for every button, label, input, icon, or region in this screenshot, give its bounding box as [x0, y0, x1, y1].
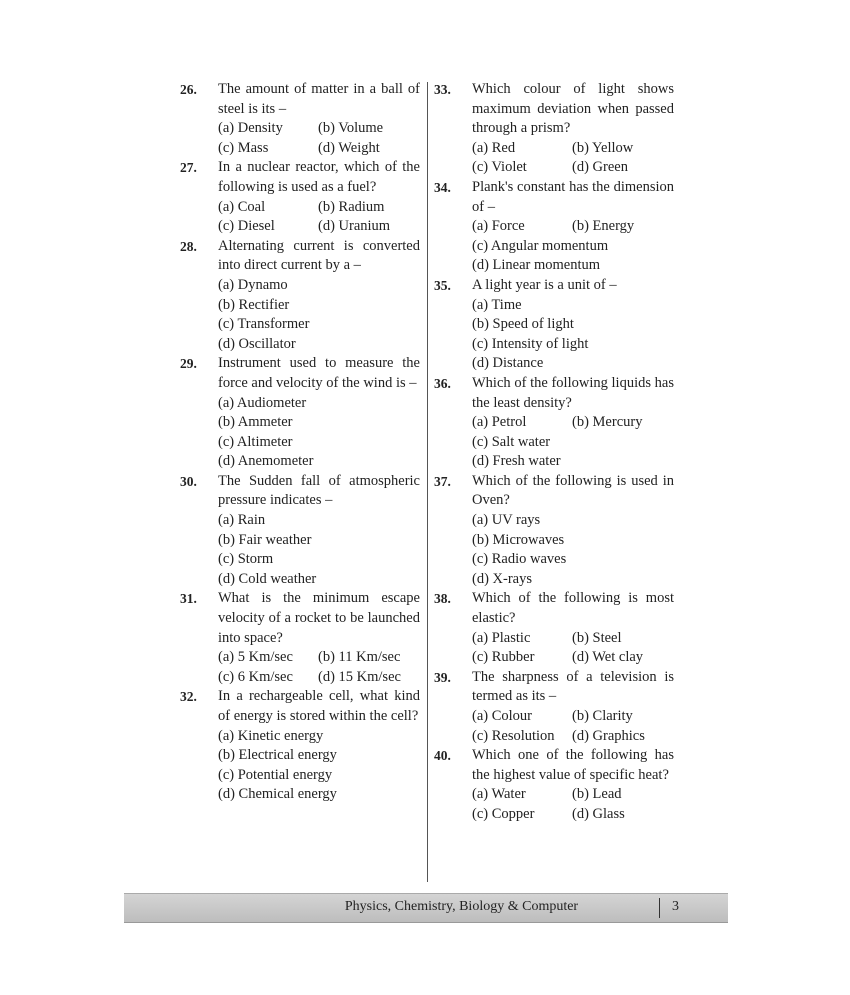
- question-number: 33.: [434, 82, 451, 97]
- footer-separator: [659, 898, 660, 918]
- question-item: [434, 374, 674, 472]
- option-row: [218, 296, 420, 316]
- question-text: The amount of matter in a ball of steel is its –: [218, 81, 420, 117]
- answer-option: (b) Radium: [318, 198, 385, 215]
- option-row: [472, 433, 674, 453]
- option-row: [472, 570, 674, 590]
- answer-option: (c) Diesel: [218, 218, 275, 235]
- question-text: A light year is a unit of –: [472, 276, 617, 293]
- question-item: [434, 472, 674, 590]
- question-number: 36.: [434, 375, 451, 391]
- option-row: [218, 668, 420, 688]
- answer-option: (b) Speed of light: [472, 316, 574, 333]
- option-row: [472, 256, 674, 276]
- option-row: [472, 511, 674, 531]
- page-footer: [124, 893, 728, 923]
- answer-option: (a) UV rays: [472, 512, 541, 529]
- question-item: [180, 354, 420, 472]
- option-row: [472, 335, 674, 355]
- answer-option: (d) Chemical energy: [218, 786, 337, 803]
- option-row: [218, 511, 420, 531]
- option-row: [218, 766, 420, 786]
- answer-option: (b) Fair weather: [218, 531, 312, 548]
- question-number: 35.: [434, 277, 451, 293]
- question-item: [434, 276, 674, 374]
- option-row: [472, 550, 674, 570]
- question-number: 27.: [180, 160, 197, 176]
- option-row: [218, 727, 420, 747]
- answer-option: (b) Steel: [572, 629, 622, 646]
- option-row: [218, 119, 420, 139]
- question-item: [180, 80, 420, 158]
- answer-option: (d) Uranium: [318, 218, 391, 235]
- footer-subject: Physics, Chemistry, Biology & Computer: [344, 899, 579, 914]
- option-row: [218, 394, 420, 414]
- option-row: [472, 629, 674, 649]
- option-row: [472, 805, 674, 825]
- option-row: [472, 707, 674, 727]
- question-text: The Sudden fall of atmospheric pressure indicates –: [218, 472, 420, 509]
- answer-option: (c) Storm: [218, 551, 274, 568]
- answer-option: (d) Anemometer: [218, 453, 314, 470]
- question-item: [434, 746, 674, 824]
- answer-option: (c) Altimeter: [218, 433, 293, 450]
- question-item: [180, 589, 420, 687]
- option-row: [472, 217, 674, 237]
- option-row: [472, 315, 674, 335]
- answer-option: (a) Time: [472, 296, 522, 313]
- question-text: Which colour of light shows maximum deviation when passed through a prism?: [472, 81, 674, 137]
- option-row: [218, 550, 420, 570]
- answer-option: (a) Coal: [218, 198, 266, 215]
- question-item: [180, 687, 420, 805]
- question-text: In a nuclear reactor, which of the following is used as a fuel?: [218, 159, 420, 195]
- option-row: [218, 570, 420, 590]
- answer-option: (a) Kinetic energy: [218, 727, 324, 744]
- option-row: [218, 198, 420, 218]
- answer-option: (a) Rain: [218, 512, 266, 529]
- answer-option: (c) Transformer: [218, 316, 310, 333]
- answer-option: (d) Green: [572, 159, 628, 176]
- question-text: Alternating current is converted into direct current by a –: [218, 237, 420, 274]
- answer-option: (a) Colour: [472, 708, 532, 724]
- question-number: 39.: [434, 669, 451, 685]
- question-number: 37.: [434, 473, 451, 489]
- question-number: 34.: [434, 179, 451, 195]
- answer-option: (d) 15 Km/sec: [318, 668, 401, 685]
- answer-option: (b) Mercury: [572, 414, 643, 431]
- question-number: 31.: [180, 591, 197, 607]
- option-row: [218, 433, 420, 453]
- option-row: [472, 139, 674, 159]
- answer-option: (c) Rubber: [472, 649, 535, 666]
- answer-option: (b) 11 Km/sec: [318, 649, 401, 666]
- answer-option: (d) Cold weather: [218, 570, 317, 587]
- answer-option: (c) Mass: [218, 139, 269, 156]
- answer-option: (a) Audiometer: [218, 394, 307, 411]
- option-row: [218, 315, 420, 335]
- option-row: [218, 648, 420, 668]
- option-row: [472, 785, 674, 805]
- question-item: [434, 178, 674, 276]
- answer-option: (a) 5 Km/sec: [218, 649, 293, 666]
- answer-option: (c) Resolution: [472, 727, 555, 744]
- answer-option: (d) Oscillator: [218, 335, 296, 352]
- answer-option: (d) Glass: [572, 805, 625, 822]
- answer-option: (b) Lead: [572, 786, 622, 803]
- option-row: [472, 354, 674, 374]
- question-text: Instrument used to measure the force and velocity of the wind is –: [218, 355, 420, 391]
- right-question-column: [434, 80, 674, 825]
- option-row: [472, 296, 674, 316]
- column-divider: [427, 82, 428, 882]
- answer-option: (d) Fresh water: [472, 453, 561, 470]
- answer-option: (a) Plastic: [472, 629, 531, 646]
- answer-option: (d) X-rays: [472, 570, 532, 587]
- answer-option: (a) Red: [472, 139, 516, 156]
- left-question-column: [180, 80, 420, 805]
- option-row: [472, 648, 674, 668]
- option-row: [472, 727, 674, 747]
- answer-option: (c) Potential energy: [218, 766, 333, 783]
- answer-option: (d) Graphics: [572, 727, 645, 744]
- question-number: 29.: [180, 356, 197, 372]
- option-row: [218, 746, 420, 766]
- option-row: [472, 531, 674, 551]
- answer-option: (a) Water: [472, 786, 526, 803]
- question-item: [434, 668, 674, 746]
- question-text: The sharpness of a television is termed as its –: [472, 668, 674, 705]
- question-text: Which one of the following has the highest value of specific heat?: [472, 747, 674, 783]
- answer-option: (c) Violet: [472, 159, 527, 176]
- answer-option: (a) Density: [218, 120, 283, 137]
- answer-option: (d) Distance: [472, 355, 544, 372]
- answer-option: (a) Petrol: [472, 414, 527, 431]
- answer-option: (a) Dynamo: [218, 276, 288, 293]
- option-row: [472, 237, 674, 257]
- question-number: 26.: [180, 82, 197, 97]
- answer-option: (b) Microwaves: [472, 531, 565, 548]
- answer-option: (d) Weight: [318, 139, 380, 156]
- answer-option: (c) 6 Km/sec: [218, 668, 293, 685]
- page-number: 3: [672, 899, 679, 914]
- question-text: Which of the following is used in Oven?: [472, 472, 674, 509]
- option-row: [218, 785, 420, 805]
- question-number: 32.: [180, 689, 197, 705]
- question-text: Plank's constant has the dimension of –: [472, 178, 674, 215]
- answer-option: (c) Angular momentum: [472, 237, 609, 254]
- question-item: [434, 589, 674, 667]
- option-row: [218, 413, 420, 433]
- option-row: [218, 452, 420, 472]
- answer-option: (b) Volume: [318, 120, 384, 137]
- option-row: [218, 276, 420, 296]
- answer-option: (b) Electrical energy: [218, 747, 337, 764]
- answer-option: (c) Copper: [472, 805, 535, 822]
- answer-option: (b) Clarity: [572, 708, 633, 724]
- question-text: Which of the following is most elastic?: [472, 590, 674, 627]
- question-item: [180, 237, 420, 355]
- question-number: 38.: [434, 591, 451, 607]
- answer-option: (c) Radio waves: [472, 551, 567, 568]
- question-number: 40.: [434, 748, 451, 764]
- question-item: [180, 472, 420, 590]
- question-text: What is the minimum escape velocity of a rocket to be launched into space?: [218, 590, 420, 646]
- question-item: [434, 80, 674, 178]
- option-row: [472, 413, 674, 433]
- option-row: [218, 531, 420, 551]
- option-row: [472, 158, 674, 178]
- answer-option: (b) Ammeter: [218, 414, 293, 431]
- question-number: 30.: [180, 473, 197, 489]
- question-item: [180, 158, 420, 236]
- answer-option: (c) Salt water: [472, 433, 551, 450]
- answer-option: (a) Force: [472, 218, 525, 235]
- answer-option: (b) Rectifier: [218, 296, 290, 313]
- answer-option: (d) Wet clay: [572, 649, 644, 666]
- question-text: Which of the following liquids has the least density?: [472, 374, 674, 411]
- option-row: [472, 452, 674, 472]
- answer-option: (c) Intensity of light: [472, 335, 589, 352]
- option-row: [218, 335, 420, 355]
- question-text: In a rechargeable cell, what kind of energy is stored within the cell?: [218, 688, 420, 724]
- answer-option: (b) Energy: [572, 218, 635, 235]
- answer-option: (d) Linear momentum: [472, 257, 601, 274]
- option-row: [218, 217, 420, 237]
- option-row: [218, 139, 420, 159]
- question-number: 28.: [180, 238, 197, 254]
- answer-option: (b) Yellow: [572, 139, 634, 156]
